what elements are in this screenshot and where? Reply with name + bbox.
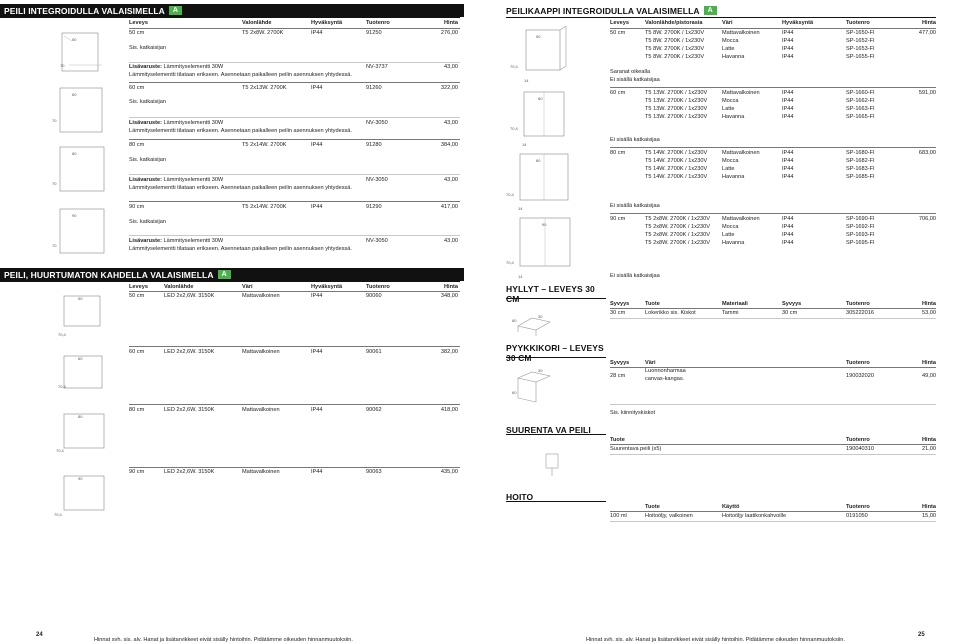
item-note: Sis. katkaisijan (129, 99, 166, 105)
group-approval: IP44 (782, 30, 794, 36)
magnifier-product: Suurentava peili (x5) (610, 446, 662, 452)
col-header-price: Hinta (922, 301, 936, 307)
item-price: 322,00 (440, 85, 458, 91)
extra-label: Lisävaruste: Lämmityselementti 30W (129, 238, 224, 244)
section-title-shelves: HYLLYT – LEVEYS 30 (506, 283, 595, 294)
energy-label-badge: A (218, 270, 231, 279)
extra-note: Lämmityselementti tilataan erikseen. Asennetaan paikalleen peilin asennuksen yhtydessä. (129, 246, 352, 252)
item-width: 80 cm (129, 407, 145, 413)
mirror-drawing (52, 410, 108, 460)
group-approval: IP44 (782, 114, 794, 120)
col-header-code: Tuotenro (846, 301, 870, 307)
svg-text:90: 90 (542, 222, 547, 227)
section-title-mirror-cabinet (506, 4, 936, 17)
group-approval: IP44 (782, 106, 794, 112)
dim-width: 50 (72, 37, 77, 42)
group-code: SP-1680-FI (846, 150, 875, 156)
group-light: T5 2x8W. 2700K / 1x230V (645, 240, 710, 246)
group-code: SP-1690-FI (846, 216, 875, 222)
mirror-drawing (52, 352, 108, 402)
energy-label-badge: A (169, 6, 182, 15)
col-header-product: Tuote (610, 437, 625, 443)
extra-label: Lisävaruste: Lämmityselementti 30W (129, 64, 224, 70)
item-width: 90 cm (129, 204, 145, 210)
item-light: LED 2x2,6W. 3150K (164, 407, 215, 413)
col-header-approval: Hyväksyntä (311, 284, 343, 290)
svg-text:70,4: 70,4 (56, 448, 64, 453)
extra-code: NV-3050 (366, 120, 388, 126)
shelf-depth2: 30 cm (782, 310, 798, 316)
item-note: Sis. katkaisijan (129, 219, 166, 225)
svg-text:14: 14 (518, 274, 523, 279)
item-code: 90063 (366, 469, 382, 475)
extra-note: Lämmityselementti tilataan erikseen. Asennetaan paikalleen peilin asennuksen yhtydessä. (129, 185, 352, 191)
extra-code: NV-3737 (366, 64, 388, 70)
extra-price: 43,00 (444, 177, 458, 183)
care-product: Hoitoöljy, valkoinen (645, 513, 693, 519)
mirror-drawing (52, 292, 108, 342)
col-header-light: Valonlähde/pistorasia (645, 20, 703, 26)
basket-code: 190032020 (846, 373, 874, 379)
group-color: Havanna (722, 114, 745, 120)
shelf-depth: 30 cm (610, 310, 626, 316)
col-header-price: Hinta (922, 504, 936, 510)
item-light: T5 2x14W. 2700K (242, 142, 287, 148)
group-code: SP-1683-FI (846, 166, 875, 172)
group-approval: IP44 (782, 232, 794, 238)
group-approval: IP44 (782, 174, 794, 180)
svg-text:70,4: 70,4 (510, 64, 518, 69)
item-approval: IP44 (311, 407, 323, 413)
item-code: 90062 (366, 407, 382, 413)
svg-text:60: 60 (512, 318, 517, 323)
col-header-price: Hinta (922, 360, 936, 366)
group-color: Mocca (722, 224, 739, 230)
col-header-width: Leveys (610, 20, 629, 26)
group-color: Havanna (722, 54, 745, 60)
group-color: Latte (722, 232, 735, 238)
col-header-depth: Syvyys (610, 301, 630, 307)
group-note: Ei sisällä katkaisijaa (610, 137, 660, 143)
group-price: 706,00 (918, 216, 936, 222)
svg-text:70,4: 70,4 (506, 260, 514, 265)
group-color: Havanna (722, 240, 745, 246)
group-light: T5 2x8W. 2700K / 1x230V (645, 216, 710, 222)
col-header-product: Tuote (645, 301, 660, 307)
svg-text:50: 50 (536, 34, 541, 39)
svg-text:14: 14 (518, 206, 523, 211)
section-title-integrated-mirror (0, 4, 464, 17)
shelf-drawing (510, 300, 570, 340)
group-light: T5 13W. 2700K / 1x230V (645, 114, 708, 120)
col-header-price: Hinta (922, 437, 936, 443)
item-light: LED 2x2,6W. 3150K (164, 349, 215, 355)
col-header-code: Tuotenro (846, 504, 870, 510)
svg-text:90: 90 (72, 213, 77, 218)
care-code: 0191050 (846, 513, 868, 519)
group-width: 60 cm (610, 90, 626, 96)
col-header-approval: Hyväksyntä (782, 20, 814, 26)
shelf-code: 305222016 (846, 310, 874, 316)
svg-text:50: 50 (78, 296, 83, 301)
group-light: T5 14W. 2700K / 1x230V (645, 158, 708, 164)
item-approval: IP44 (311, 349, 323, 355)
col-header-price: Hinta (444, 284, 458, 290)
group-color: Havanna (722, 174, 745, 180)
group-light: T5 2x8W. 2700K / 1x230V (645, 224, 710, 230)
col-header-width: Leveys (129, 284, 148, 290)
col-header-color: Väri (242, 284, 253, 290)
item-code: 90061 (366, 349, 382, 355)
svg-text:70,4: 70,4 (510, 126, 518, 131)
group-color: Latte (722, 166, 735, 172)
basket-color: Luonnonharmaa canvas-kangas. (645, 368, 686, 382)
group-approval: IP44 (782, 240, 794, 246)
col-header-depth: Syvyys (610, 360, 630, 366)
svg-text:80: 80 (536, 158, 541, 163)
extra-price: 43,00 (444, 120, 458, 126)
group-color: Mocca (722, 158, 739, 164)
group-color: Mattavalkoinen (722, 90, 760, 96)
group-color: Latte (722, 46, 735, 52)
section-title-laundry-basket: PYYKKIKORI – LEVEYS (506, 342, 604, 353)
care-usage: Hoitoöljy laatikonkahvoille (722, 513, 787, 519)
group-color: Mocca (722, 38, 739, 44)
group-light: T5 8W. 2700K / 1x230V (645, 46, 705, 52)
group-light: T5 14W. 2700K / 1x230V (645, 166, 708, 172)
group-color: Mattavalkoinen (722, 30, 760, 36)
group-approval: IP44 (782, 98, 794, 104)
item-width: 50 cm (129, 30, 145, 36)
extra-code: NV-3050 (366, 177, 388, 183)
svg-text:70,4: 70,4 (54, 512, 62, 517)
extra-label: Lisävaruste: Lämmityselementti 30W (129, 177, 224, 183)
group-approval: IP44 (782, 38, 794, 44)
group-price: 683,00 (918, 150, 936, 156)
item-light: LED 2x2,6W. 3150K (164, 293, 215, 299)
svg-text:60: 60 (512, 390, 517, 395)
energy-label-badge: A (704, 6, 717, 15)
cabinet-drawing (506, 150, 580, 212)
svg-text:70,4: 70,4 (58, 332, 66, 337)
mirror-side-drawing (52, 56, 108, 76)
mirror-drawing (52, 86, 108, 136)
group-code: SP-1685-FI (846, 174, 875, 180)
col-header-code: Tuotenro (846, 20, 870, 26)
svg-text:60: 60 (538, 96, 543, 101)
group-approval: IP44 (782, 150, 794, 156)
item-price: 276,00 (440, 30, 458, 36)
section-title-text: PEILI, HUURTUMATON KAHDELLA VALAISIMELLA (4, 269, 214, 280)
mirror-drawing (52, 207, 108, 257)
item-approval: IP44 (311, 204, 323, 210)
col-header-light: Valonlähde (164, 284, 194, 290)
item-color: Mattavalkoinen (242, 349, 280, 355)
group-price: 477,00 (918, 30, 936, 36)
item-note: Sis. katkaisijan (129, 157, 166, 163)
svg-text:70: 70 (52, 118, 57, 123)
page-number: 25 (918, 632, 925, 638)
group-approval: IP44 (782, 166, 794, 172)
svg-text:90: 90 (78, 476, 83, 481)
svg-text:60: 60 (78, 356, 83, 361)
section-title-text: PEILIKAAPPI INTEGROIDULLA VALAISIMELLA (506, 5, 700, 16)
shelf-product: Lokerikko sis. Kiskot (645, 310, 696, 316)
extra-label: Lisävaruste: Lämmityselementti 30W (129, 120, 224, 126)
item-light: T5 2x14W. 2700K (242, 204, 287, 210)
item-approval: IP44 (311, 142, 323, 148)
item-note: Sis. katkaisijan (129, 45, 166, 51)
group-code: SP-1693-FI (846, 232, 875, 238)
extra-note: Lämmityselementti tilataan erikseen. Asennetaan paikalleen peilin asennuksen yhtydessä. (129, 128, 352, 134)
group-approval: IP44 (782, 224, 794, 230)
item-color: Mattavalkoinen (242, 407, 280, 413)
item-code: 91250 (366, 30, 382, 36)
group-code: SP-1682-FI (846, 158, 875, 164)
price-footer: Hinnat svh. sis. alv. Hanat ja lisätarvikkeet eivät sisälly hintoihin. Pidätämme oikeuden hinnanmuutoksiin. (586, 637, 845, 643)
shelf-material: Tammi (722, 310, 739, 316)
col-header-code: Tuotenro (366, 20, 390, 26)
magnifier-code: 190040310 (846, 446, 874, 452)
group-color: Mattavalkoinen (722, 216, 760, 222)
group-approval: IP44 (782, 46, 794, 52)
group-approval: IP44 (782, 158, 794, 164)
item-light: T5 2x13W. 2700K (242, 85, 287, 91)
magnifier-price: 21,00 (922, 446, 936, 452)
mirror-drawing (52, 472, 108, 522)
svg-text:70: 70 (52, 181, 57, 186)
item-approval: IP44 (311, 469, 323, 475)
col-header-price: Hinta (922, 20, 936, 26)
group-code: SP-1692-FI (846, 224, 875, 230)
cabinet-drawing (510, 24, 580, 94)
right-page (480, 0, 960, 644)
item-color: Mattavalkoinen (242, 293, 280, 299)
svg-text:30: 30 (538, 314, 543, 319)
col-header-depth2: Syvyys (782, 301, 802, 307)
extra-code: NV-3050 (366, 238, 388, 244)
svg-text:70: 70 (52, 243, 57, 248)
col-header-usage: Käyttö (722, 504, 740, 510)
basket-drawing (510, 364, 570, 410)
group-light: T5 13W. 2700K / 1x230V (645, 106, 708, 112)
cabinet-drawing (510, 88, 580, 150)
section-title-care: HOITO (506, 491, 534, 502)
col-header-color: Väri (722, 20, 733, 26)
item-price: 417,00 (440, 204, 458, 210)
shelf-price: 53,00 (922, 310, 936, 316)
group-approval: IP44 (782, 90, 794, 96)
group-light: T5 14W. 2700K / 1x230V (645, 150, 708, 156)
group-code: SP-1663-FI (846, 106, 875, 112)
price-footer: Hinnat svh. sis. alv. Hanat ja lisätarvikkeet eivät sisälly hintoihin. Pidätämme oikeuden hinnanmuutoksiin. (94, 637, 353, 643)
svg-text:14: 14 (522, 142, 527, 147)
group-code: SP-1660-FI (846, 90, 875, 96)
group-color: Mattavalkoinen (722, 150, 760, 156)
svg-text:70: 70 (60, 63, 65, 68)
section-title-text: PEILI INTEGROIDULLA VALAISIMELLA (4, 5, 165, 16)
group-color: Mocca (722, 98, 739, 104)
basket-price: 49,00 (922, 373, 936, 379)
group-color: Latte (722, 106, 735, 112)
group-light: T5 13W. 2700K / 1x230V (645, 98, 708, 104)
group-code: SP-1695-FI (846, 240, 875, 246)
group-note: Ei sisällä katkaisijaa (610, 273, 660, 279)
svg-text:80: 80 (78, 414, 83, 419)
svg-text:80: 80 (72, 151, 77, 156)
item-light: LED 2x2,6W. 3150K (164, 469, 215, 475)
svg-text:70,4: 70,4 (58, 384, 66, 389)
item-width: 50 cm (129, 293, 145, 299)
item-light: T5 2x8W. 2700K (242, 30, 284, 36)
group-code: SP-1652-FI (846, 38, 875, 44)
svg-text:70,4: 70,4 (506, 192, 514, 197)
group-note: Saranat oikealla (610, 69, 651, 75)
group-note: Ei sisällä katkaisijaa (610, 77, 660, 83)
group-code: SP-1650-FI (846, 30, 875, 36)
extra-note: Lämmityselementti tilataan erikseen. Asennetaan paikalleen peilin asennuksen yhtydessä. (129, 72, 352, 78)
svg-text:14: 14 (524, 78, 529, 83)
group-light: T5 14W. 2700K / 1x230V (645, 174, 708, 180)
extra-price: 43,00 (444, 64, 458, 70)
item-width: 90 cm (129, 469, 145, 475)
item-code: 91260 (366, 85, 382, 91)
basket-note: Sis. kiinnityskiskot (610, 410, 656, 416)
basket-depth: 28 cm (610, 373, 626, 379)
group-width: 90 cm (610, 216, 626, 222)
item-price: 418,00 (440, 407, 458, 413)
col-header-product: Tuote (645, 504, 660, 510)
col-header-width: Leveys (129, 20, 148, 26)
group-approval: IP44 (782, 54, 794, 60)
magnifying-mirror-drawing (536, 448, 566, 482)
item-width: 60 cm (129, 85, 145, 91)
group-code: SP-1665-FI (846, 114, 875, 120)
col-header-code: Tuotenro (846, 437, 870, 443)
group-width: 80 cm (610, 150, 626, 156)
group-light: T5 8W. 2700K / 1x230V (645, 38, 705, 44)
item-width: 80 cm (129, 142, 145, 148)
group-code: SP-1655-FI (846, 54, 875, 60)
svg-text:60: 60 (72, 92, 77, 97)
col-header-color: Väri (645, 360, 656, 366)
col-header-code: Tuotenro (366, 284, 390, 290)
group-light: T5 2x8W. 2700K / 1x230V (645, 232, 710, 238)
col-header-approval: Hyväksyntä (311, 20, 343, 26)
col-header-price: Hinta (444, 20, 458, 26)
item-price: 382,00 (440, 349, 458, 355)
item-code: 91280 (366, 142, 382, 148)
col-header-light: Valonlähde (242, 20, 272, 26)
item-approval: IP44 (311, 293, 323, 299)
group-approval: IP44 (782, 216, 794, 222)
item-code: 90060 (366, 293, 382, 299)
group-light: T5 8W. 2700K / 1x230V (645, 30, 705, 36)
col-header-material: Materiaali (722, 301, 748, 307)
item-code: 91290 (366, 204, 382, 210)
section-title-magnifying-mirror: SUURENTA VA PEILI (506, 424, 591, 435)
mirror-drawing (52, 145, 108, 195)
svg-text:30: 30 (538, 368, 543, 373)
item-price: 348,00 (440, 293, 458, 299)
group-code: SP-1662-FI (846, 98, 875, 104)
page-number: 24 (36, 632, 43, 638)
item-approval: IP44 (311, 30, 323, 36)
item-approval: IP44 (311, 85, 323, 91)
item-price: 435,00 (440, 469, 458, 475)
group-light: T5 8W. 2700K / 1x230V (645, 54, 705, 60)
group-note: Ei sisällä katkaisijaa (610, 203, 660, 209)
group-width: 50 cm (610, 30, 626, 36)
extra-price: 43,00 (444, 238, 458, 244)
group-light: T5 13W. 2700K / 1x230V (645, 90, 708, 96)
group-code: SP-1653-FI (846, 46, 875, 52)
item-color: Mattavalkoinen (242, 469, 280, 475)
item-price: 384,00 (440, 142, 458, 148)
col-header-code: Tuotenro (846, 360, 870, 366)
section-title-antifog-mirror (0, 268, 464, 281)
care-volume: 100 ml (610, 513, 627, 519)
group-price: 591,00 (918, 90, 936, 96)
care-price: 15,00 (922, 513, 936, 519)
item-width: 60 cm (129, 349, 145, 355)
cabinet-drawing (506, 214, 580, 284)
